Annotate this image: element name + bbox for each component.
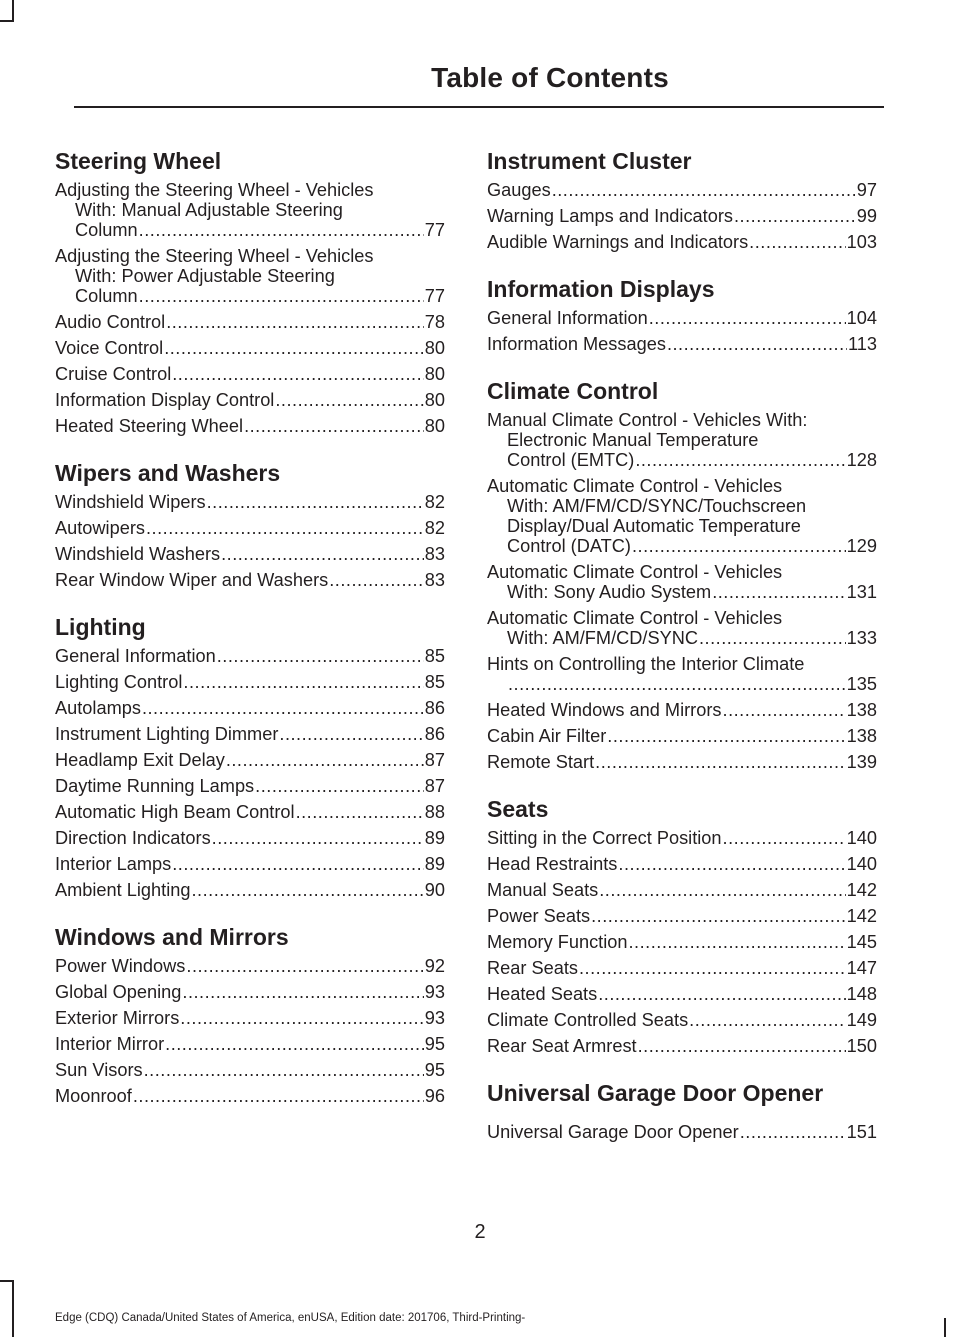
toc-entry-label: Electronic Manual Temperature <box>507 430 759 450</box>
toc-entry-last-line <box>487 450 877 470</box>
toc-entry-page: 113 <box>848 334 877 354</box>
toc-entry-last-line <box>487 674 877 694</box>
crop-mark-bottom-left-horizontal <box>0 1280 14 1282</box>
toc-entry-page: 77 <box>424 286 445 306</box>
toc-entry-label: Windshield Washers <box>55 544 221 564</box>
toc-entry[interactable] <box>55 724 445 744</box>
header-rule <box>74 106 884 108</box>
toc-entry-label: Adjusting the Steering Wheel - Vehicles <box>55 246 374 266</box>
leader-dots <box>180 1008 423 1028</box>
toc-entry-page: 139 <box>846 752 877 772</box>
toc-entry-page: 93 <box>424 982 445 1002</box>
leader-dots <box>723 700 846 720</box>
leader-dots <box>649 308 846 328</box>
toc-entry-label: Sitting in the Correct Position <box>487 828 722 848</box>
toc-entry-label: General Information <box>55 646 216 666</box>
toc-entry[interactable] <box>487 700 877 720</box>
toc-entry-page: 80 <box>424 338 445 358</box>
leader-dots <box>244 416 424 436</box>
toc-entry-page: 95 <box>424 1060 445 1080</box>
toc-entry-label: Automatic Climate Control - Vehicles <box>487 562 783 582</box>
leader-dots <box>638 1036 846 1056</box>
leader-dots <box>207 492 424 512</box>
toc-entry-label: With: Sony Audio System <box>507 582 712 602</box>
toc-left-column <box>55 146 445 1112</box>
toc-entry[interactable] <box>487 206 877 226</box>
toc-entry-page: 145 <box>846 932 877 952</box>
toc-entry[interactable] <box>55 312 445 332</box>
section-heading: Wipers and Washers <box>55 460 281 486</box>
toc-entry[interactable] <box>55 646 445 666</box>
toc-entry-label: Instrument Lighting Dimmer <box>55 724 279 744</box>
toc-entry-label: Autolamps <box>55 698 141 718</box>
toc-entry[interactable] <box>55 956 445 976</box>
leader-dots <box>139 220 424 240</box>
toc-entry[interactable] <box>55 518 445 538</box>
crop-mark-bottom-left-vertical <box>12 1280 14 1337</box>
section-heading: Climate Control <box>487 378 659 404</box>
leader-dots <box>699 628 846 648</box>
toc-entry[interactable] <box>55 544 445 564</box>
leader-dots <box>279 724 423 744</box>
toc-entry[interactable] <box>487 828 877 848</box>
toc-entry-label: Head Restraints <box>487 854 618 874</box>
leader-dots <box>191 880 423 900</box>
toc-entry[interactable] <box>487 180 877 200</box>
toc-entry-label: Exterior Mirrors <box>55 1008 180 1028</box>
toc-entry[interactable] <box>55 180 445 240</box>
toc-entry-label: Heated Steering Wheel <box>55 416 244 436</box>
leader-dots <box>667 334 847 354</box>
leader-dots <box>632 536 846 556</box>
toc-entry[interactable] <box>55 1060 445 1080</box>
leader-dots <box>142 698 424 718</box>
toc-entry-page: 89 <box>424 854 445 874</box>
leader-dots <box>296 802 424 822</box>
toc-entry-label: Manual Climate Control - Vehicles With: <box>487 410 808 430</box>
toc-entry-label: With: AM/FM/CD/SYNC <box>507 628 698 648</box>
toc-entry[interactable] <box>55 698 445 718</box>
leader-dots <box>629 932 846 952</box>
leader-dots <box>712 582 845 602</box>
toc-entry-label: Rear Window Wiper and Washers <box>55 570 329 590</box>
toc-entry[interactable] <box>487 410 877 470</box>
leader-dots <box>734 206 856 226</box>
toc-entry-label: Cabin Air Filter <box>487 726 607 746</box>
toc-entry-label: Hints on Controlling the Interior Climate <box>487 654 805 674</box>
toc-entry-page: 140 <box>846 854 877 874</box>
toc-entry[interactable] <box>55 1086 445 1106</box>
toc-entry-page: 103 <box>846 232 877 252</box>
toc-entry[interactable] <box>55 338 445 358</box>
toc-entry-label: Control (DATC) <box>507 536 631 556</box>
toc-section-instrument-cluster <box>487 146 877 252</box>
toc-entry-last-line <box>487 536 877 556</box>
toc-entry-page: 140 <box>846 828 877 848</box>
toc-entry-page: 147 <box>846 958 877 978</box>
toc-entry-page: 151 <box>846 1122 877 1142</box>
toc-entry-label: Automatic Climate Control - Vehicles <box>487 476 783 496</box>
leader-dots <box>217 646 424 666</box>
page-title: Table of Contents <box>431 62 669 93</box>
leader-dots <box>595 752 845 772</box>
toc-entry[interactable] <box>487 1036 877 1056</box>
section-heading: Lighting <box>55 614 146 640</box>
toc-entry-label: Autowipers <box>55 518 145 538</box>
toc-entry-label: Windshield Wipers <box>55 492 206 512</box>
leader-dots <box>607 726 845 746</box>
toc-entry-page: 88 <box>424 802 445 822</box>
toc-entry-page: 77 <box>424 220 445 240</box>
toc-entry-label: Direction Indicators <box>55 828 211 848</box>
toc-entry-label: With: Manual Adjustable Steering <box>75 200 343 220</box>
section-heading: Information Displays <box>487 276 715 302</box>
toc-entry-page: 148 <box>846 984 877 1004</box>
toc-entry[interactable] <box>487 654 877 694</box>
leader-dots <box>740 1122 846 1142</box>
toc-entry-label: Sun Visors <box>55 1060 143 1080</box>
leader-dots <box>166 312 424 332</box>
toc-entry-label: Memory Function <box>487 932 628 952</box>
toc-entry-page: 135 <box>846 674 877 694</box>
crop-mark-top-left-horizontal <box>0 20 14 22</box>
toc-entry-label: Audio Control <box>55 312 166 332</box>
toc-entry[interactable] <box>55 1034 445 1054</box>
toc-entry[interactable] <box>487 308 877 328</box>
toc-entry[interactable] <box>55 776 445 796</box>
leader-dots <box>182 982 423 1002</box>
toc-entry-last-line <box>55 220 445 240</box>
toc-entry[interactable] <box>487 608 877 648</box>
leader-dots <box>255 776 424 796</box>
toc-entry-page: 96 <box>424 1086 445 1106</box>
footer-edition-info: Edge (CDQ) Canada/United States of America, enUSA, Edition date: 201706, Third-Printing- <box>55 1312 526 1324</box>
toc-entry-label: Rear Seat Armrest <box>487 1036 637 1056</box>
toc-entry-label: Interior Lamps <box>55 854 172 874</box>
toc-entry-label: Automatic Climate Control - Vehicles <box>487 608 783 628</box>
section-heading: Seats <box>487 796 549 822</box>
leader-dots <box>591 906 846 926</box>
toc-entry-label: Ambient Lighting <box>55 880 191 900</box>
toc-entry-label: Information Messages <box>487 334 666 354</box>
toc-entry-page: 85 <box>424 672 445 692</box>
toc-entry-page: 86 <box>424 698 445 718</box>
toc-entry-label: Information Display Control <box>55 390 275 410</box>
toc-entry[interactable] <box>55 828 445 848</box>
toc-entry-label: Gauges <box>487 180 551 200</box>
crop-mark-bottom-right-vertical <box>944 1318 946 1337</box>
toc-section-wipers-and-washers <box>55 458 445 590</box>
toc-entry-last-line <box>487 628 877 648</box>
leader-dots <box>329 570 424 590</box>
toc-entry-label: With: AM/FM/CD/SYNC/Touchscreen <box>507 496 807 516</box>
page-number: 2 <box>474 1221 486 1243</box>
toc-entry-label: General Information <box>487 308 648 328</box>
toc-entry-page: 82 <box>424 492 445 512</box>
toc-right-column <box>487 146 877 1148</box>
toc-entry-last-line <box>55 286 445 306</box>
toc-entry[interactable] <box>55 416 445 436</box>
toc-entry-label: Audible Warnings and Indicators <box>487 232 749 252</box>
toc-entry[interactable] <box>55 492 445 512</box>
toc-entry-label: Control (EMTC) <box>507 450 635 470</box>
leader-dots <box>552 180 856 200</box>
toc-entry-label: Adjusting the Steering Wheel - Vehicles <box>55 180 374 200</box>
leader-dots <box>226 750 424 770</box>
leader-dots <box>599 880 845 900</box>
toc-entry-label: Warning Lamps and Indicators <box>487 206 733 226</box>
toc-entry[interactable] <box>487 984 877 1004</box>
leader-dots <box>164 338 424 358</box>
leader-dots <box>221 544 424 564</box>
toc-entry-label: Power Windows <box>55 956 186 976</box>
leader-dots <box>146 518 424 538</box>
toc-entry-page: 87 <box>424 750 445 770</box>
leader-dots <box>508 674 846 694</box>
leader-dots <box>598 984 845 1004</box>
toc-section-universal-garage-door-opener <box>487 1078 877 1142</box>
toc-entry[interactable] <box>487 932 877 952</box>
toc-entry-page: 150 <box>846 1036 877 1056</box>
toc-entry-label: Interior Mirror <box>55 1034 165 1054</box>
leader-dots <box>275 390 423 410</box>
toc-entry[interactable] <box>487 958 877 978</box>
toc-entry-label: Cruise Control <box>55 364 172 384</box>
toc-entry-page: 85 <box>424 646 445 666</box>
toc-entry[interactable] <box>55 854 445 874</box>
toc-entry-page: 138 <box>846 700 877 720</box>
toc-entry-page: 131 <box>846 582 877 602</box>
section-heading: Steering Wheel <box>55 148 222 174</box>
toc-entry[interactable] <box>487 880 877 900</box>
toc-section-steering-wheel <box>55 146 445 436</box>
toc-entry[interactable] <box>487 752 877 772</box>
leader-dots <box>618 854 845 874</box>
toc-entry-label: Column <box>75 220 138 240</box>
toc-entry[interactable] <box>487 334 877 354</box>
toc-entry-page: 149 <box>846 1010 877 1030</box>
toc-section-seats <box>487 794 877 1056</box>
leader-dots <box>749 232 845 252</box>
toc-entry[interactable] <box>487 562 877 602</box>
toc-entry[interactable] <box>55 364 445 384</box>
leader-dots <box>186 956 423 976</box>
leader-dots <box>212 828 424 848</box>
toc-entry-page: 78 <box>424 312 445 332</box>
toc-entry-page: 97 <box>856 180 877 200</box>
toc-entry-page: 83 <box>424 570 445 590</box>
toc-entry[interactable] <box>55 246 445 306</box>
section-heading: Universal Garage Door Opener <box>487 1080 824 1106</box>
toc-entry-page: 128 <box>846 450 877 470</box>
toc-entry-label: Display/Dual Automatic Temperature <box>507 516 801 536</box>
toc-entry-label: With: Power Adjustable Steering <box>75 266 335 286</box>
toc-entry[interactable] <box>55 982 445 1002</box>
section-heading: Windows and Mirrors <box>55 924 289 950</box>
toc-entry-label: Heated Seats <box>487 984 598 1004</box>
toc-entry-page: 80 <box>424 416 445 436</box>
toc-entry-label: Power Seats <box>487 906 591 926</box>
toc-entry-page: 129 <box>846 536 877 556</box>
toc-entry-page: 87 <box>424 776 445 796</box>
leader-dots <box>133 1086 424 1106</box>
toc-entry-label: Headlamp Exit Delay <box>55 750 225 770</box>
toc-entry-page: 80 <box>424 364 445 384</box>
toc-entry[interactable] <box>487 476 877 556</box>
toc-entry-label: Automatic High Beam Control <box>55 802 295 822</box>
toc-entry-page: 142 <box>846 880 877 900</box>
leader-dots <box>165 1034 424 1054</box>
leader-dots <box>689 1010 845 1030</box>
leader-dots <box>183 672 423 692</box>
toc-entry-page: 90 <box>424 880 445 900</box>
toc-entry-page: 93 <box>424 1008 445 1028</box>
toc-entry-page: 92 <box>424 956 445 976</box>
toc-section-information-displays <box>487 274 877 354</box>
toc-entry[interactable] <box>487 854 877 874</box>
crop-mark-top-left-vertical <box>12 0 14 22</box>
toc-entry-page: 86 <box>424 724 445 744</box>
toc-entry-label: Heated Windows and Mirrors <box>487 700 722 720</box>
toc-entry[interactable] <box>55 802 445 822</box>
toc-entry-label: Rear Seats <box>487 958 578 978</box>
toc-entry-page: 104 <box>846 308 877 328</box>
toc-entry-last-line <box>487 582 877 602</box>
leader-dots <box>172 854 424 874</box>
toc-entry-page: 95 <box>424 1034 445 1054</box>
toc-entry-label: Lighting Control <box>55 672 183 692</box>
leader-dots <box>723 828 846 848</box>
toc-entry[interactable] <box>55 1008 445 1028</box>
toc-entry-label: Global Opening <box>55 982 182 1002</box>
toc-entry[interactable] <box>55 750 445 770</box>
toc-section-climate-control <box>487 376 877 772</box>
toc-entry[interactable] <box>55 880 445 900</box>
toc-entry-label: Climate Controlled Seats <box>487 1010 689 1030</box>
toc-entry-label: Manual Seats <box>487 880 599 900</box>
toc-entry[interactable] <box>487 1010 877 1030</box>
toc-entry-label: Column <box>75 286 138 306</box>
toc-entry[interactable] <box>55 390 445 410</box>
toc-entry-page: 142 <box>846 906 877 926</box>
toc-entry-label: Daytime Running Lamps <box>55 776 255 796</box>
toc-entry-page: 80 <box>424 390 445 410</box>
toc-entry-page: 133 <box>846 628 877 648</box>
toc-section-lighting <box>55 612 445 900</box>
section-heading: Instrument Cluster <box>487 148 692 174</box>
toc-entry-label: Remote Start <box>487 752 595 772</box>
leader-dots <box>172 364 424 384</box>
toc-entry-page: 99 <box>856 206 877 226</box>
toc-entry[interactable] <box>487 1122 877 1142</box>
toc-entry-label: Universal Garage Door Opener <box>487 1122 739 1142</box>
leader-dots <box>579 958 846 978</box>
toc-entry[interactable] <box>55 672 445 692</box>
toc-entry[interactable] <box>55 570 445 590</box>
toc-entry-label: Voice Control <box>55 338 164 358</box>
toc-entry-page: 83 <box>424 544 445 564</box>
toc-entry-page: 89 <box>424 828 445 848</box>
leader-dots <box>139 286 424 306</box>
leader-dots <box>144 1060 424 1080</box>
toc-entry-label: Moonroof <box>55 1086 132 1106</box>
toc-entry-page: 138 <box>846 726 877 746</box>
toc-entry-page: 82 <box>424 518 445 538</box>
leader-dots <box>635 450 845 470</box>
toc-entry[interactable] <box>487 906 877 926</box>
toc-section-windows-and-mirrors <box>55 922 445 1106</box>
toc-entry[interactable] <box>487 232 877 252</box>
toc-entry[interactable] <box>487 726 877 746</box>
